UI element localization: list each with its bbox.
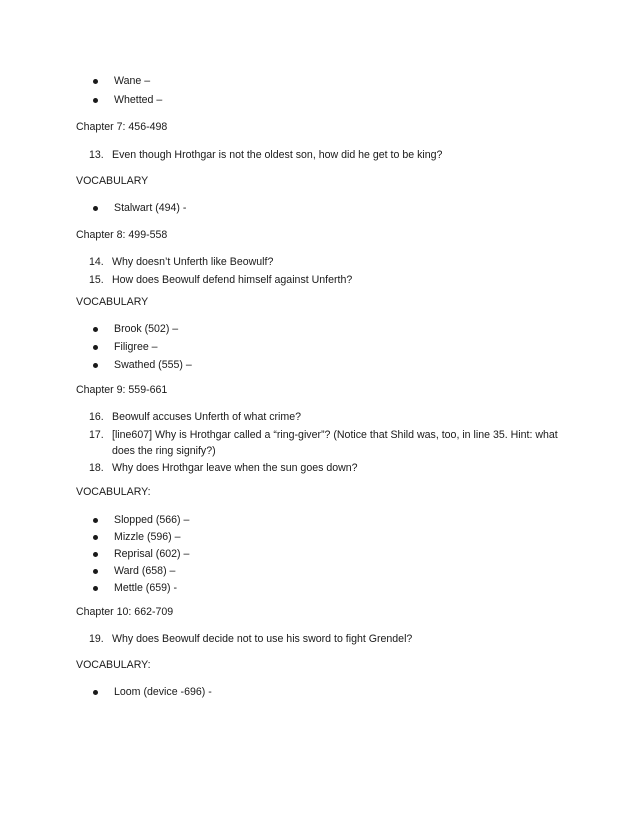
bullet-icon	[93, 535, 98, 540]
question-item: 15. How does Beowulf defend himself against Unferth?	[89, 274, 353, 286]
bullet-icon	[93, 206, 98, 211]
vocabulary-heading: VOCABULARY	[76, 296, 149, 308]
question-item: 14. Why doesn’t Unferth like Beowulf?	[89, 256, 274, 268]
bullet-icon	[93, 363, 98, 368]
vocab-item: Reprisal (602) –	[114, 548, 189, 561]
bullet-icon	[93, 79, 98, 84]
vocabulary-heading: VOCABULARY:	[76, 659, 151, 671]
bullet-icon	[93, 327, 98, 332]
vocab-item: Filigree –	[114, 341, 158, 354]
question-item: 16. Beowulf accuses Unferth of what crime?	[89, 411, 302, 423]
vocab-item: Brook (502) –	[114, 323, 178, 336]
bullet-icon	[93, 98, 98, 103]
question-continuation: does the ring signify?)	[112, 445, 216, 457]
chapter-heading: Chapter 9: 559-661	[76, 384, 168, 396]
question-item: 19. Why does Beowulf decide not to use his sword to fight Grendel?	[89, 633, 413, 645]
vocab-item: Swathed (555) –	[114, 359, 192, 372]
bullet-icon	[93, 518, 98, 523]
bullet-icon	[93, 586, 98, 591]
vocabulary-heading: VOCABULARY:	[76, 486, 151, 498]
vocabulary-heading: VOCABULARY	[76, 175, 149, 187]
vocab-item: Whetted –	[114, 94, 162, 107]
vocab-item: Ward (658) –	[114, 565, 175, 578]
vocab-item: Wane –	[114, 75, 150, 88]
chapter-heading: Chapter 10: 662-709	[76, 606, 174, 618]
question-item: 13. Even though Hrothgar is not the oldest son, how did he get to be king?	[89, 149, 443, 161]
bullet-icon	[93, 345, 98, 350]
vocab-item: Mizzle (596) –	[114, 531, 181, 544]
vocab-item: Mettle (659) -	[114, 582, 177, 595]
chapter-heading: Chapter 7: 456-498	[76, 121, 168, 133]
question-item: 17. [line607] Why is Hrothgar called a “ring-giver”? (Notice that Shild was, too, in line 35. Hint: what	[89, 429, 558, 441]
vocab-item: Stalwart (494) -	[114, 202, 186, 215]
vocab-item: Slopped (566) –	[114, 514, 189, 527]
vocab-item: Loom (device -696) -	[114, 686, 212, 699]
bullet-icon	[93, 552, 98, 557]
question-item: 18. Why does Hrothgar leave when the sun goes down?	[89, 462, 358, 474]
chapter-heading: Chapter 8: 499-558	[76, 229, 168, 241]
bullet-icon	[93, 569, 98, 574]
bullet-icon	[93, 690, 98, 695]
